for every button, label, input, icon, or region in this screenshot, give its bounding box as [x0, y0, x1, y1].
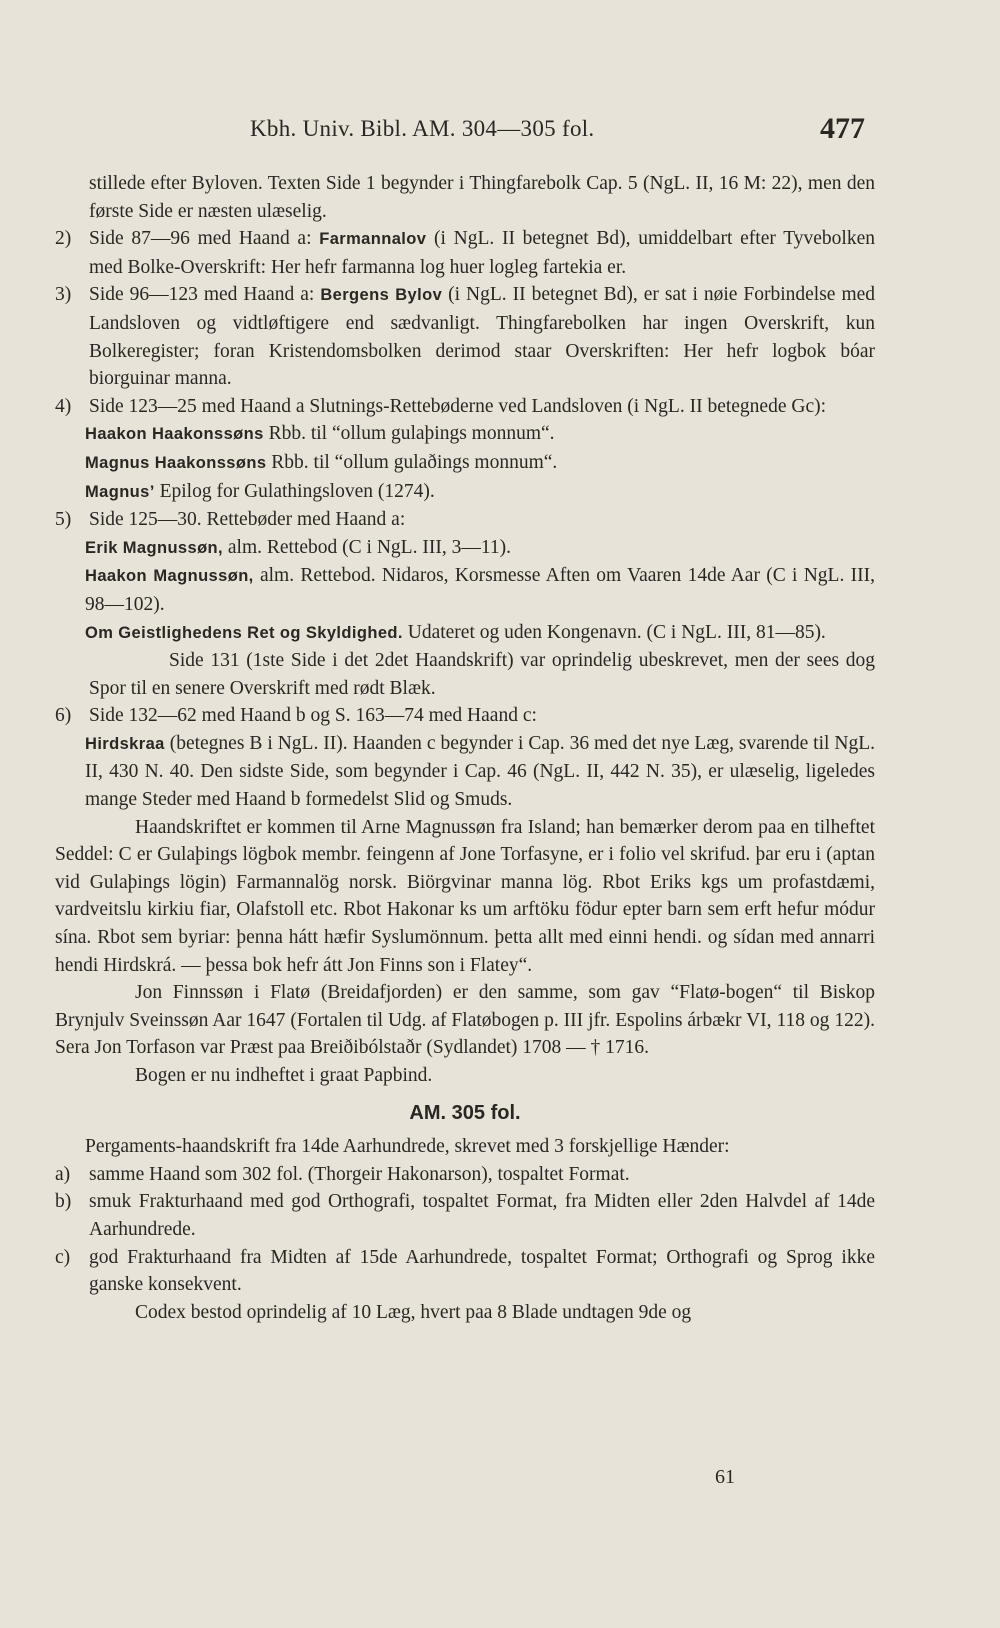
list-item-3: 3) Side 96—123 med Haand a: Bergens Bylov (i NgL. II betegnet Bd), er sat i nøie Forbindelse med Landsloven og vidtløftigere end sædvanligt. Thingfarebolken har ingen Overskrift, kun Bolkeregister; foran Kristendomsbolken derimod staar Overskriften: Her hefr logbok bóar biorguinar manna.: [55, 281, 875, 392]
item-number: 6): [55, 705, 72, 727]
paragraph: Pergaments-haandskrift fra 14de Aarhundrede, skrevet med 3 forskjellige Hænder:: [85, 1136, 730, 1158]
item-number: 4): [55, 395, 72, 417]
list-item-b: b) smuk Frakturhaand med god Orthografi, tospaltet Format, fra Midten eller 2den Halvdel af 14de Aarhundrede.: [55, 1188, 875, 1243]
list-item-6: 6) Side 132—62 med Haand b og S. 163—74 med Haand c:: [55, 702, 875, 730]
page-header: [0, 112, 1000, 152]
paragraph: Codex bestod oprindelig af 10 Læg, hvert paa 8 Blade undtagen 9de og: [135, 1301, 692, 1323]
item-letter: c): [55, 1246, 71, 1268]
page-body: [55, 170, 875, 1326]
paragraph: Haandskriftet er kommen til Arne Magnussøn fra Island; han bemærker derom paa en tilheftet Seddel: C er Gulaþings lögbok membr. feingenn af Jone Torfasyne, er i folio vel skrifud. þar eru i (aptan vid Gulaþings lögin) Farmannalög norsk. Biörgvinar manna lög. Rbot Eriks kgs um profastdæmi, vardveitslu kirkiu fiar, Olafstoll etc. Rbot Hakonar ks um arftöku födur epter barn sem erft hefur módur sína. Rbot sem byriar: þenna hátt hæfir Syslumönnum. þetta allt med einni hendi. og sídan med annarri hendi Hirdskrá. — þessa bok hefr átt Jon Finns son i Flatey“.: [55, 816, 875, 976]
sub-entry: Haakon Haakonssøns Rbb. til “ollum gulaþings monnum“.: [85, 423, 555, 445]
item-number: 5): [55, 509, 72, 531]
note-paragraph: Side 131 (1ste Side i det 2det Haandskrift) var oprindelig ubeskrevet, men der sees dog Spor til en senere Overskrift med rødt Blæk.: [89, 650, 875, 699]
item-1-continuation: stillede efter Byloven. Texten Side 1 begynder i Thingfarebolk Cap. 5 (NgL. II, 16 M: 22), men den første Side er næsten ulæselig.: [89, 173, 875, 222]
item-letter: b): [55, 1191, 72, 1213]
list-item-5: 5) Side 125—30. Rettebøder med Haand a:: [55, 506, 875, 534]
running-title: Kbh. Univ. Bibl. AM. 304—305 fol.: [250, 116, 595, 141]
list-item-a: a) samme Haand som 302 fol. (Thorgeir Hakonarson), tospaltet Format.: [55, 1161, 875, 1189]
law-title: Bergens Bylov: [320, 286, 443, 305]
sub-entry: Hirdskraa (betegnes B i NgL. II). Haanden c begynder i Cap. 36 med det nye Læg, svarende til NgL. II, 430 N. 40. Den sidste Side, som begynder i Cap. 46 (NgL. II, 442 N. 35), er ulæselig, ligeledes mange Steder med Haand b formedelst Slid og Smuds.: [85, 732, 876, 811]
item-number: 3): [55, 284, 72, 306]
signature-mark: 61: [715, 1466, 735, 1488]
paragraph: Bogen er nu indheftet i graat Papbind.: [135, 1065, 433, 1086]
list-item-4: 4) Side 123—25 med Haand a Slutnings-Rettebøderne ved Landsloven (i NgL. II betegnede Gc):: [55, 393, 875, 421]
item-letter: a): [55, 1163, 71, 1185]
sub-entry: Om Geistlighedens Ret og Skyldighed. Udateret og uden Kongenavn. (C i NgL. III, 81—85).: [85, 621, 826, 643]
item-number: 2): [55, 228, 72, 250]
paragraph: Jon Finnssøn i Flatø (Breidafjorden) er den samme, som gav “Flatø-bogen“ til Biskop Brynjulv Sveinssøn Aar 1647 (Fortalen til Udg. af Flatøbogen p. III jfr. Espolins árbækr VI, 118 og 122). Sera Jon Torfason var Præst paa Breiðibólstaðr (Sydlandet) 1708 — † 1716.: [55, 982, 875, 1059]
section-heading: AM. 305 fol.: [409, 1101, 521, 1124]
list-item-c: c) god Frakturhaand fra Midten af 15de Aarhundrede, tospaltet Format; Orthografi og Sprog ikke ganske konsekvent.: [55, 1244, 875, 1299]
page-number: 477: [820, 112, 865, 145]
sub-entry: Magnus Haakonssøns Rbb. til “ollum gulaðings monnum“.: [85, 451, 558, 473]
sub-entry: Haakon Magnussøn, alm. Rettebod. Nidaros, Korsmesse Aften om Vaaren 14de Aar (C i NgL. III, 98—102).: [85, 565, 875, 615]
list-item-2: 2) Side 87—96 med Haand a: Farmannalov (i NgL. II betegnet Bd), umiddelbart efter Tyvebolken med Bolke-Overskrift: Her hefr farmanna log huer logleg fartekia er.: [55, 225, 875, 281]
sub-entry: Magnus’ Epilog for Gulathingsloven (1274).: [85, 480, 435, 502]
law-title: Farmannalov: [319, 230, 427, 249]
sub-entry: Erik Magnussøn, alm. Rettebod (C i NgL. III, 3—11).: [85, 536, 511, 558]
